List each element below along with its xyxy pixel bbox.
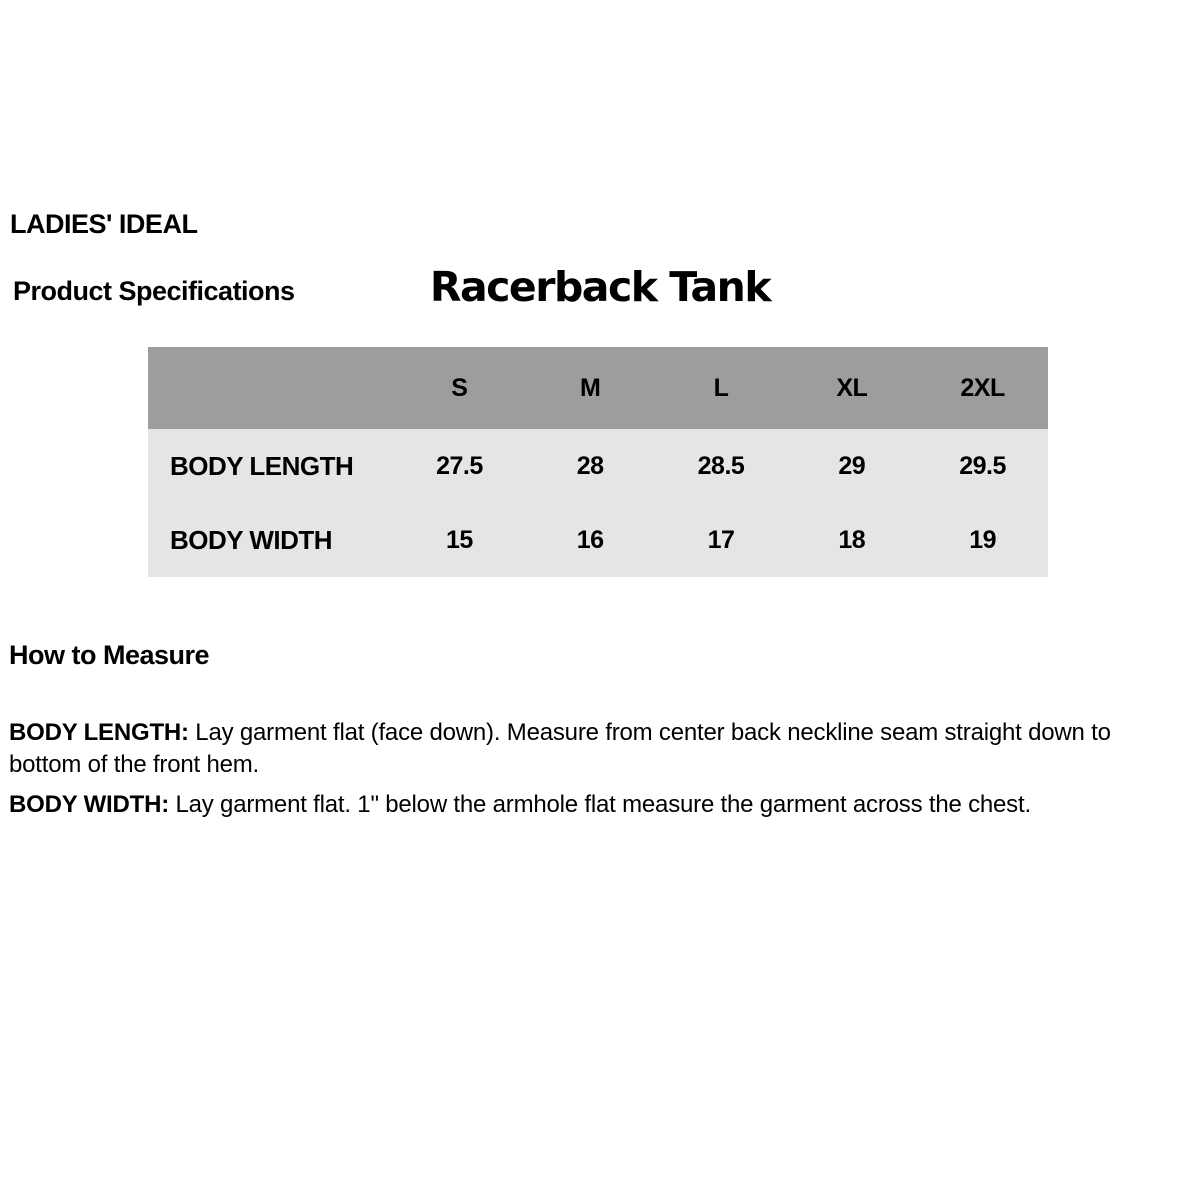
body-length-value-s: 27.5: [436, 451, 483, 480]
size-column-header-s: S: [451, 373, 468, 402]
size-column-header-m: M: [580, 373, 601, 402]
body-width-value-l: 17: [707, 525, 735, 554]
size-column-header-l: L: [713, 373, 729, 402]
table-row-body-width: [148, 503, 1048, 577]
instruction-body-width-text: Lay garment flat. 1" below the armhole flat measure the garment across the chest.: [175, 791, 1031, 818]
body-width-value-s: 15: [445, 525, 473, 554]
section-label: Product Specifications: [13, 276, 295, 306]
instruction-body-width: [9, 789, 1161, 821]
product-title: Racerback Tank: [429, 263, 771, 311]
body-width-value-m: 16: [576, 525, 604, 554]
size-spec-table: [148, 347, 1048, 577]
body-length-value-m: 28: [576, 451, 604, 480]
how-to-measure-heading: How to Measure: [9, 640, 210, 670]
row-label-body-length: BODY LENGTH: [170, 450, 354, 481]
size-column-header-2xl: 2XL: [960, 373, 1005, 402]
measure-instructions: [9, 717, 1161, 829]
instruction-body-length: [9, 717, 1161, 781]
size-table-header-row: [148, 347, 1048, 429]
table-row-body-length: [148, 429, 1048, 503]
instruction-body-length-text: Lay garment flat (face down). Measure from center back neckline seam straight down to bottom of the front hem.: [9, 719, 1111, 778]
row-label-body-width: BODY WIDTH: [170, 524, 333, 555]
body-width-value-2xl: 19: [969, 525, 996, 554]
body-width-value-xl: 18: [838, 525, 866, 554]
brand-title: LADIES' IDEAL: [10, 209, 198, 239]
body-length-value-xl: 29: [838, 451, 866, 480]
instruction-body-length-label: BODY LENGTH:: [9, 719, 189, 746]
size-column-header-xl: XL: [836, 373, 868, 402]
body-length-value-2xl: 29.5: [959, 451, 1006, 480]
body-length-value-l: 28.5: [697, 451, 745, 480]
instruction-body-width-label: BODY WIDTH:: [9, 791, 170, 818]
